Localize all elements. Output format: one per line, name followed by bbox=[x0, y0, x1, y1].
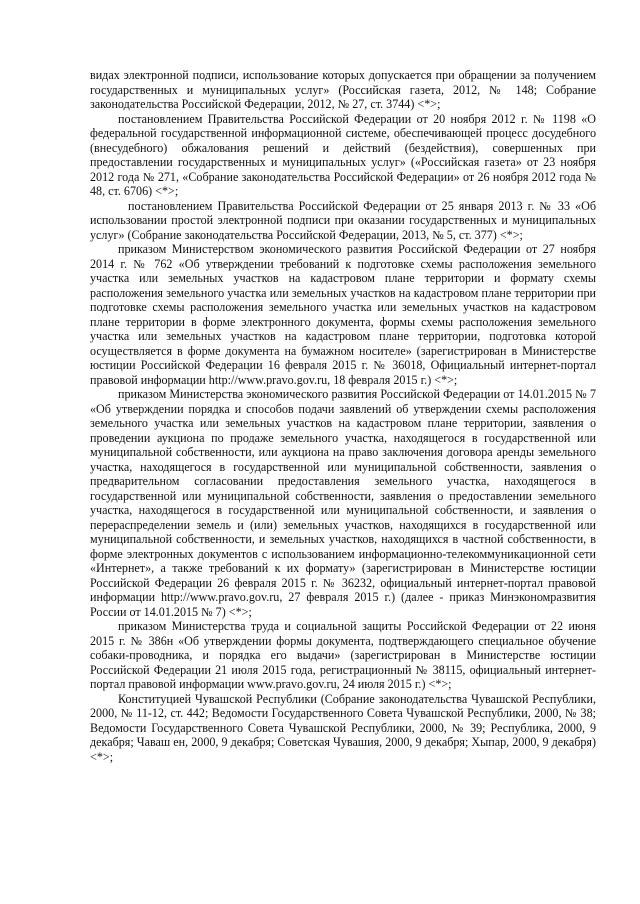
document-page bbox=[90, 68, 596, 764]
paragraph-constitution: Конституцией Чувашской Республики (Собрание законодательства Чувашской Республики, 2000, № 11-12, ст. 442; Ведомости Государственного Совета Чувашской Республики, 2000, № 38; Ведомости Государственного Совета Чувашской Республики, 2000, № 39; Республика, 2000, 9 декабря; Чаваш ен, 2000, 9 декабря; Советская Чувашия, 2000, 9 декабря; Хыпар, 2000, 9 декабря) <*>; bbox=[90, 691, 596, 764]
paragraph-decree-1198: постановлением Правительства Российской Федерации от 20 ноября 2012 г. № 1198 «О федеральной государственной информационной системе, обеспечивающей процесс досудебного (внесудебного) обжалования решений и действий (бездействия), совершенных при предоставлении государственных и муниципальных услуг» («Российская газета» от 23 ноября 2012 года № 271, «Собрание законодательства Российской Федерации» от 26 ноября 2012 года № 48, ст. 6706) <*>; bbox=[90, 111, 596, 198]
paragraph-order-762: приказом Министерством экономического развития Российской Федерации от 27 ноября 2014 г. № 762 «Об утверждении требований к подготовке схемы расположения земельного участка или земельных участков на кадастровом плане территории и формату схемы расположения земельного участка или земельных участков на кадастровом плане территории при подготовке схемы расположения земельного участка или земельных участков на кадастровом плане территории в форме электронного документа, формы схемы расположения земельного участка или земельных участков на кадастровом плане территории, подготовка которой осуществляется в форме документа на бумажном носителе» (зарегистрирован в Министерстве юстиции Российской Федерации 16 февраля 2015 г. № 36018, Официальный интернет-портал правовой информации http://www.pravo.gov.ru, 18 февраля 2015 г.) <*>; bbox=[90, 242, 596, 387]
paragraph-decree-33: постановлением Правительства Российской Федерации от 25 января 2013 г. № 33 «Об использовании простой электронной подписи при оказании государственных и муниципальных услуг» (Собрание законодательства Российской Федерации, 2013, № 5, ст. 377) <*>; bbox=[90, 198, 596, 242]
paragraph-continuation: видах электронной подписи, использование которых допускается при обращении за получением государственных и муниципальных услуг» (Российская газета, 2012, № 148; Собрание законодательства Российской Федерации, 2012, № 27, ст. 3744) <*>; bbox=[90, 68, 596, 111]
paragraph-order-7: приказом Министерства экономического развития Российской Федерации от 14.01.2015 № 7 «Об утверждении порядка и способов подачи заявлений об утверждении схемы расположения земельного участка или земельных участков на кадастровом плане территории, заявления о проведении аукциона по продаже земельного участка, находящегося в государственной или муниципальной собственности, или аукциона на право заключения договора аренды земельного участка, находящегося в государственной или муниципальной собственности, заявления о предварительном согласовании предоставления земельного участка, находящегося в государственной или муниципальной собственности, заявления о предоставлении земельного участка, находящегося в государственной или муниципальной собственности, и заявления о перераспределении земель и (или) земельных участков, находящихся в государственной или муниципальной собственности, и земельных участков, находящихся в частной собственности, в форме электронных документов с использованием информационно-телекоммуникационной сети «Интернет», а также требований к их формату» (зарегистрирован в Министерстве юстиции Российской Федерации 26 февраля 2015 г. № 36232, официальный интернет-портал правовой информации http://www.pravo.gov.ru, 27 февраля 2015 г.) (далее - приказ Минэкономразвития России от 14.01.2015 № 7) <*>; bbox=[90, 387, 596, 619]
paragraph-order-386n: приказом Министерства труда и социальной защиты Российской Федерации от 22 июня 2015 г. № 386н «Об утверждении формы документа, подтверждающего специальное обучение собаки-проводника, и порядка его выдачи» (зарегистрирован в Министерстве юстиции Российской Федерации 21 июля 2015 года, регистрационный № 38115, официальный интернет-портал правовой информации www.pravo.gov.ru, 24 июля 2015 г.) <*>; bbox=[90, 619, 596, 691]
